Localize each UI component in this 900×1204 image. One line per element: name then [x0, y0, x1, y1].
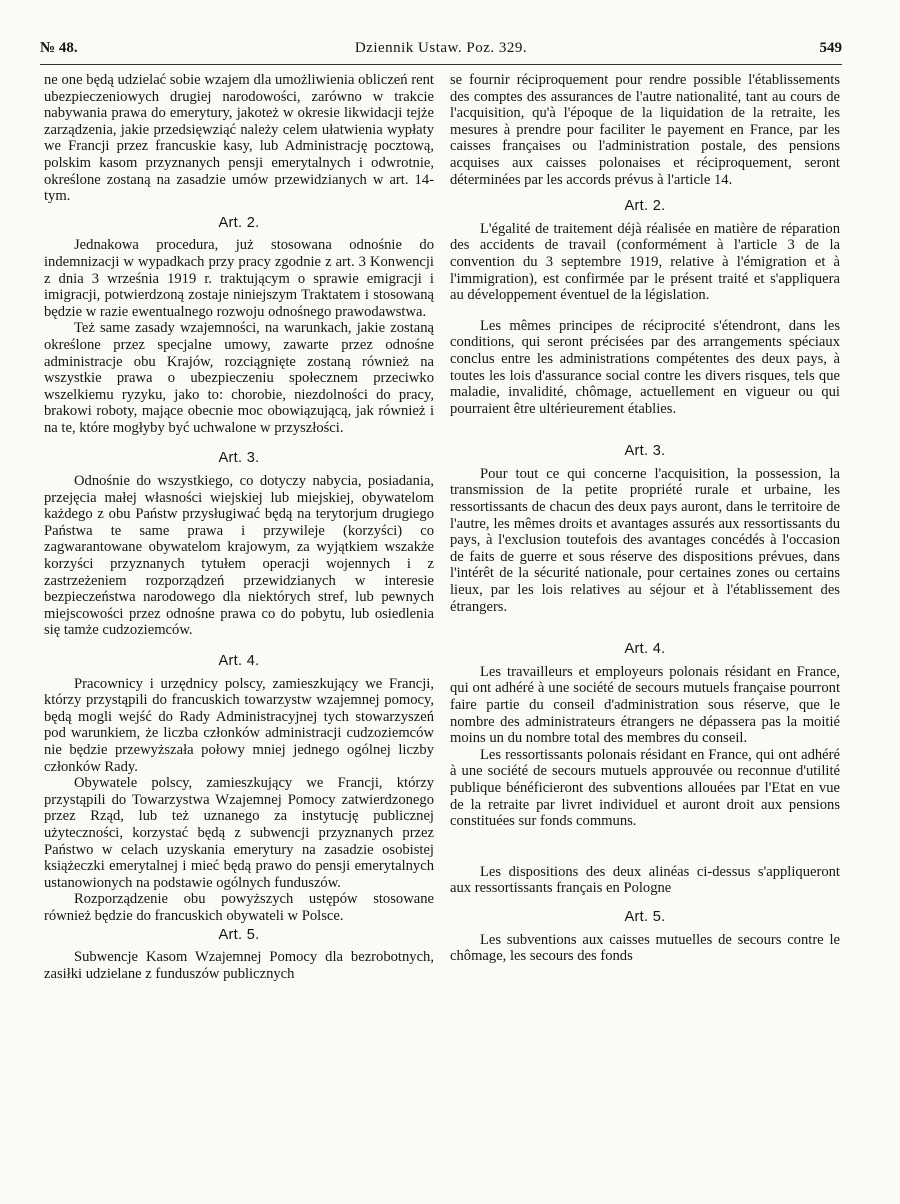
- right-art3-heading: Art. 3.: [624, 443, 666, 460]
- left-art4-paragraph-1: Pracownicy i urzędnicy polscy, zamieszkujący we Francji, którzy przystąpili do francuskich towarzystw wzajemnej pomocy, będą mogli wejść do Rady Administracyjnej tych stowarzyszeń pod warunkiem, że liczba członków administracji cudzoziemców nie będzie przewyższała połowy mniej jednego ogólnej liczby członków Rady.: [44, 675, 434, 775]
- right-intro-paragraph: se fournir réciproquement pour rendre possible l'établissements des comptes des assurances de l'autre nationalité, tant au cours de l'acquisition, qu'à l'époque de la liquidation de la retraite, les mesures à prendre pour faciliter le payement en France, par les caisses françaises ou l'administration postale, des pensions acquises aux caisses polonaises et réciproquement, seront déterminées par les accords prévus à l'article 14.: [450, 72, 840, 188]
- left-art2-paragraph-1: Jednakowa procedura, już stosowana odnośnie do indemnizacji w wypadkach przy pracy zgodnie z art. 3 Konwencji z dnia 3 września 1919 r. traktującym o sprawie emigracji i imigracji, potwierdzoną zostaje niniejszym Traktatem i stosowaną będzie w razie ewentualnego rozwoju odnośnego prawodawstwa.: [44, 237, 434, 320]
- right-art4-paragraph-3: Les dispositions des deux alinéas ci-dessus s'appliqueront aux ressortissants français en Pologne: [450, 863, 840, 897]
- right-art2-paragraph-1: L'égalité de traitement déjà réalisée en matière de réparation des accidents de travail (conformément à l'article 3 de la convention du 3 septembre 1919, relative à l'émigration et à l'immigration), est confirmée par le présent traité et s'appliquera au développement éventuel de la législation.: [450, 220, 840, 304]
- left-art3-heading: Art. 3.: [218, 450, 260, 467]
- page-header: [40, 40, 842, 62]
- journal-title: Dziennik Ustaw. Poz. 329.: [354, 40, 528, 56]
- right-art4-paragraph-1: Les travailleurs et employeurs polonais résidant en France, qui ont adhéré à une société de secours mutuels française pourront faire partie du conseil d'administration sous réserve, que le nombre des administrateurs étrangers ne dépassera pas la moitié moins un du nombre total des membres du conseil.: [450, 663, 840, 747]
- left-intro-paragraph: ne one będą udzielać sobie wzajem dla umożliwienia obliczeń rent ubezpieczeniowych drugiej narodowości, zarówno w trakcie nabywania prawa do emerytury, jakoteż w okresie likwidacji tejże zarządzenia, jakie przedsięwziąć należy celem ułatwienia wypłaty we Francji przez francuskie kasy, lub Administrację pocztową, polskim kasom przyznanych pensji emerytalnych i odwrotnie, określone zostaną na zasadzie umów przewidzianych w art. 14-tym.: [44, 72, 434, 205]
- header-rule: [40, 64, 842, 65]
- right-art4-paragraph-2: Les ressortissants polonais résidant en France, qui ont adhéré à une société de secours mutuels approuvée ou reconnue d'utilité publique bénéficieront des subventions allouées par l'Etat en vue de la retraite par livret individuel et auront droit aux pensions constituées sur fonds communs.: [450, 746, 840, 830]
- left-art5-heading: Art. 5.: [218, 926, 260, 943]
- right-art5-heading: Art. 5.: [624, 908, 666, 925]
- right-art2-paragraph-2: Les mêmes principes de réciprocité s'étendront, dans les conditions, qui seront précisées par des arrangements spéciaux conclus entre les administrations compétentes des deux pays, à toutes les lois d'assurance social contre les divers risques, tels que maladie, invalidité, chômage, actuellement en vigueur ou qui pourraient être ultérieurement établies.: [450, 317, 840, 417]
- left-art4-paragraph-2: Obywatele polscy, zamieszkujący we Francji, którzy przystąpili do Towarzystwa Wzajemnej Pomocy zatwierdzonego przez Rząd, lub też uznanego za instytucję publicznej użyteczności, korzystać będą z subwencji przyznanych przez Państwo w celach uzyskania emerytury na zasadzie osobistej książeczki emerytalnej i mieć będą prawo do pensji emerytalnych ustanowionych na podstawie ogólnych funduszów.: [44, 775, 434, 891]
- french-text-column: [450, 72, 840, 965]
- right-art4-heading: Art. 4.: [624, 641, 666, 658]
- left-art2-heading: Art. 2.: [218, 214, 260, 231]
- right-art5-paragraph-1: Les subventions aux caisses mutuelles de secours contre le chômage, les secours des fonds: [450, 931, 840, 965]
- left-art4-heading: Art. 4.: [218, 653, 260, 669]
- right-art3-paragraph-1: Pour tout ce qui concerne l'acquisition, la possession, la transmission de la petite propriété rurale et urbaine, les ressortissants de chacun des deux pays auront, dans le territoire de l'autre, les mêmes droits et avantages assurés aux ressortissants du pays, à l'exclusion toutefois des avantages concédés à l'occasion de faits de guerre et sous réserve des dispositions prévues, dans l'intérêt de la sécurité nationale, pour certaines zones ou certains lieux, par les lois relatives au séjour et à l'établissement des étrangers.: [450, 465, 840, 615]
- left-art4-paragraph-3: Rozporządzenie obu powyższych ustępów stosowane również będzie do francuskich obywateli w Polsce.: [44, 891, 434, 924]
- left-art2-paragraph-2: Też same zasady wzajemności, na warunkach, jakie zostaną określone przez specjalne umowy, zawarte przez odnośne administracje obu Krajów, rozciągnięte zostaną również na wszystkie prawa o ubezpieczeniu społecznem przeciwko wszelkiemu ryzyku, jako to: chorobie, niezdolności do pracy, brakowi roboty, mające obecnie moc obowiązującą, jak również i na te, które mogłyby być uchwalone w przyszłości.: [44, 320, 434, 436]
- left-art3-paragraph-1: Odnośnie do wszystkiego, co dotyczy nabycia, posiadania, przejęcia małej własności wiejskiej lub miejskiej, obywatelom każdego z obu Państw przysługiwać będą na terytorjum drugiego Państwa te same prawa i przywileje (korzyści) co zagwarantowane obywatelom krajowym, za wyjątkiem wszakże korzyści przyznanych tytułem operacji wojennych i z zastrzeżeniem rozporządzeń przewidzianych w interesie bezpieczeństwa narodowego dla niektórych stref, lub pewnych miejscowości przez odnośne prawa co do pobytu, lub osiedlenia się tamże cudzoziemców.: [44, 473, 434, 639]
- left-art5-paragraph-1: Subwencje Kasom Wzajemnej Pomocy dla bezrobotnych, zasiłki udzielane z funduszów publicznych: [44, 949, 434, 982]
- issue-number: № 48.: [40, 40, 78, 56]
- polish-text-column: [44, 72, 434, 982]
- page-number: 549: [819, 40, 842, 56]
- right-art2-heading: Art. 2.: [624, 198, 666, 215]
